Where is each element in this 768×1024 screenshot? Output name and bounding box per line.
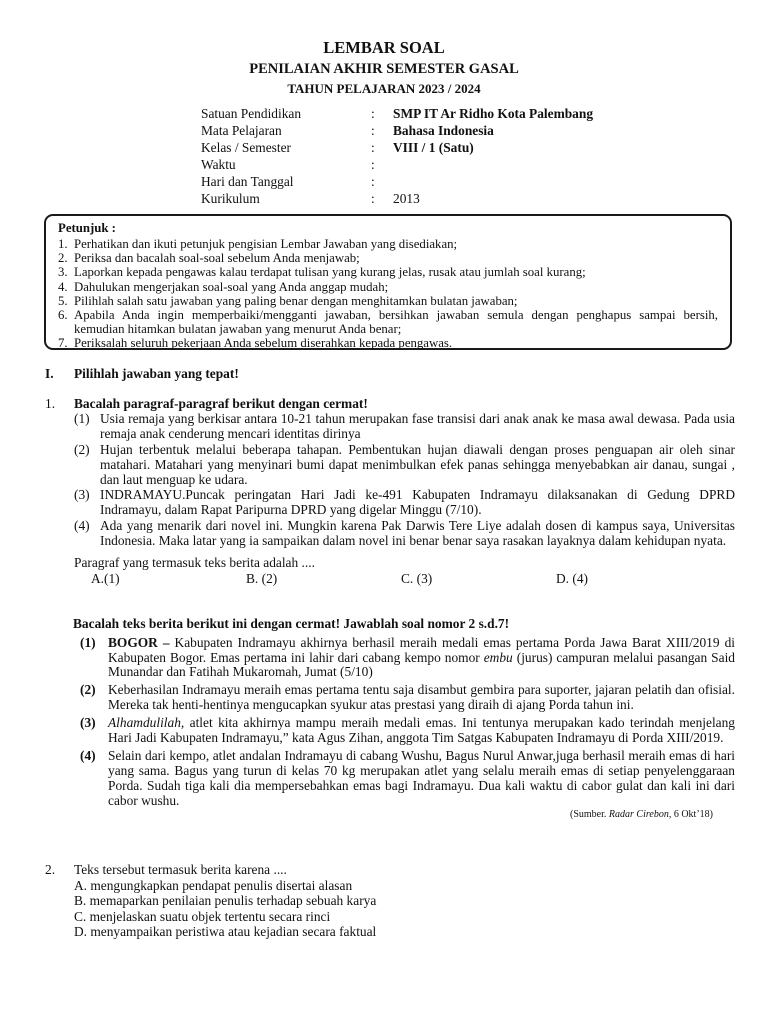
news-text: (jurus) campuran melalui pasangan Said Munandar dan Fatihah Mukaromah, Jumat (5/10): [108, 649, 735, 680]
info-label: Waktu: [201, 157, 236, 172]
answer-option[interactable]: C. (3): [401, 570, 433, 586]
paragraph-number: (1): [74, 411, 90, 427]
info-colon: :: [371, 157, 375, 172]
reading-instruction: Bacalah teks berita berikut ini dengan cermat! Jawablah soal nomor 2 s.d.7!: [73, 616, 510, 631]
info-value: SMP IT Ar Ridho Kota Palembang: [393, 106, 594, 121]
answer-option[interactable]: C. menjelaskan suatu objek tertentu secara rinci: [74, 908, 331, 924]
instruction-text: Dahulukan mengerjakan soal-soal yang Anda anggap mudah;: [74, 279, 389, 294]
news-source: [73, 809, 735, 821]
news-lead: BOGOR –: [108, 634, 170, 650]
question-instruction: Bacalah paragraf-paragraf berikut dengan cermat!: [74, 395, 368, 411]
page-title: LEMBAR SOAL: [323, 38, 445, 57]
instruction-number: 5.: [58, 293, 68, 308]
instruction-item: [58, 251, 718, 265]
info-row: [201, 156, 721, 173]
answer-option[interactable]: A. mengungkapkan pendapat penulis disertai alasan: [74, 877, 353, 893]
paragraph-item: [74, 411, 735, 441]
instruction-text: Perhatikan dan ikuti petunjuk pengisian Lembar Jawaban yang disediakan;: [74, 237, 458, 251]
news-italic: embu: [483, 649, 513, 665]
instruction-number: 1.: [58, 237, 68, 251]
info-label: Satuan Pendidikan: [201, 106, 302, 121]
news-text: Keberhasilan Indramayu meraih emas pertama tentu saja disambut gembira para suporter, jajaran pelatih dan ofisial. Mereka tak henti-hentinya mengucapkan syukur atas prestasi yang diraih di ajang Porda tahun ini.: [108, 682, 735, 713]
section-heading: [45, 366, 735, 382]
info-label: Mata Pelajaran: [201, 123, 282, 138]
instruction-number: 4.: [58, 279, 68, 294]
info-label: Kelas / Semester: [201, 140, 291, 155]
paragraph-item: [74, 518, 735, 548]
answer-options: [74, 571, 735, 587]
paragraph-number: (2): [74, 441, 90, 457]
info-value: 2013: [393, 191, 420, 206]
info-row: [201, 122, 721, 139]
answer-option[interactable]: B. (2): [246, 570, 278, 586]
info-colon: :: [371, 106, 375, 121]
answer-option[interactable]: B. memaparkan penilaian penulis terhadap sebuah karya: [74, 893, 377, 909]
news-italic: Alhamdulilah,: [108, 715, 185, 731]
instruction-item: [58, 308, 718, 336]
info-value: VIII / 1 (Satu): [393, 140, 474, 155]
news-text: Selain dari kempo, atlet andalan Indramayu di cabang Wushu, Bagus Nurul Anwar,juga berhasil meraih emas di hari yang sama. Bagus yang turun di kelas 70 kg merupakan atlet yang selalu meraih emas di setiap penyelenggaraan Porda. Sudah tiga kali dia mempersebahkan emas bagi Indramayu. Dua kali waktu di cabor gulat dan kali ini dari cabor wushu.: [108, 747, 735, 808]
question-number: 2.: [45, 862, 56, 877]
news-number: (4): [80, 747, 96, 763]
source-prefix: (Sumber.: [570, 808, 609, 820]
info-colon: :: [371, 123, 375, 138]
instruction-text: Periksalah seluruh pekerjaan Anda sebelum diserahkan kepada pengawas.: [74, 336, 453, 351]
info-colon: :: [371, 140, 375, 155]
news-number: (1): [80, 634, 96, 650]
instruction-item: [58, 280, 718, 294]
paragraph-number: (4): [74, 517, 90, 533]
section-one: [45, 366, 735, 586]
question-text: Paragraf yang termasuk teks berita adalah ....: [74, 555, 315, 571]
question-text: Teks tersebut termasuk berita karena ....: [74, 862, 287, 877]
news-text: atlet kita akhirnya mampu meraih medali emas. Ini tentunya merupakan kado terindah menjelang Hari Jadi Kabupaten Indramayu,” kata Agus Zihan, anggota Tim Satgas Kabupaten Indramayu di Porda XIII/2019.: [108, 715, 735, 746]
info-row: [201, 173, 721, 190]
source-date: , 6 Okt’18): [668, 808, 713, 820]
news-number: (2): [80, 682, 96, 698]
page-subtitle: PENILAIAN AKHIR SEMESTER GASAL: [249, 61, 519, 77]
reading-section: [73, 616, 735, 821]
section-number: I.: [45, 366, 54, 381]
info-row: [201, 139, 721, 156]
instructions-title: Petunjuk :: [58, 221, 116, 235]
news-item: [73, 636, 735, 681]
instruction-text: Laporkan kepada pengawas kalau terdapat tulisan yang kurang jelas, rusak atau jumlah soal kurang;: [74, 265, 586, 280]
answer-option[interactable]: A.(1): [91, 570, 120, 586]
instruction-number: 3.: [58, 265, 68, 280]
news-item: [73, 683, 735, 713]
instruction-text: Pilihlah salah satu jawaban yang paling benar dengan menghitamkan bulatan jawaban;: [74, 293, 518, 308]
news-number: (3): [80, 715, 96, 731]
instruction-text: Periksa dan bacalah soal-soal sebelum Anda menjawab;: [74, 251, 360, 266]
info-label: Hari dan Tanggal: [201, 174, 294, 189]
info-row: [201, 105, 721, 122]
instruction-number: 6.: [58, 308, 68, 323]
instruction-item: [58, 265, 718, 279]
paragraph-item: [74, 442, 735, 488]
paragraph-number: (3): [74, 487, 90, 503]
info-row: [201, 190, 721, 207]
instruction-text: Apabila Anda ingin memperbaiki/mengganti jawaban, bersihkan jawaban semula dengan penghapus sampai bersih, kemudian hitamkan bulatan jawaban yang menurut Anda benar;: [74, 308, 718, 337]
source-publication: Radar Cirebon: [608, 808, 669, 820]
answer-option[interactable]: D. menyampaikan peristiwa atau kejadian secara faktual: [74, 924, 377, 940]
instruction-number: 7.: [58, 336, 68, 351]
news-item: [73, 749, 735, 809]
paragraph-item: [74, 487, 735, 517]
info-label: Kurikulum: [201, 191, 260, 206]
instruction-item: [58, 237, 718, 251]
info-colon: :: [371, 191, 375, 206]
question-1: [45, 396, 735, 587]
question-2: [45, 862, 735, 940]
paragraph-text: Hujan terbentuk melalui beberapa tahapan. Pembentukan hujan diawali dengan proses penguapan air oleh sinar matahari. Matahari yang menyinari bumi dapat menimbulkan efek panas sehingga menyebabkan air danau, sungai , dan laut menguap ke udara.: [100, 441, 735, 487]
paragraph-text: Ada yang menarik dari novel ini. Mungkin karena Pak Darwis Tere Liye adalah dosen di kampus saya, Universitas Indonesia. Maka latar yang ia sampaikan dalam novel ini benar benar saya rasakan layaknya dalam kehidupan nyata.: [100, 517, 735, 548]
question-number: 1.: [45, 395, 56, 411]
news-item: [73, 716, 735, 746]
info-colon: :: [371, 174, 375, 189]
academic-year: TAHUN PELAJARAN 2023 / 2024: [287, 81, 481, 96]
header: [0, 38, 768, 98]
instruction-item: [58, 294, 718, 308]
instruction-item: [58, 336, 718, 350]
info-table: [201, 105, 721, 207]
instruction-number: 2.: [58, 251, 68, 266]
news-text: Kabupaten Indramayu akhirnya berhasil meraih medali emas pertama Porda Jawa Barat XIII/2019 di Kabupaten Bogor. Emas pertama ini lahir dari cabang kempo nomor: [108, 634, 735, 665]
instructions-box: [44, 214, 732, 350]
section-title: Pilihlah jawaban yang tepat!: [74, 366, 239, 381]
paragraph-text: Usia remaja yang berkisar antara 10-21 tahun merupakan fase transisi dari anak anak ke masa awal dewasa. Pada usia remaja anak cenderung mencari identitas dirinya: [100, 411, 735, 442]
paragraph-text: INDRAMAYU.Puncak peringatan Hari Jadi ke-491 Kabupaten Indramayu dilaksanakan di Gedung DPRD Indramayu, dalam Rapat Paripurna DPRD yang digelar Minggu (7/10).: [100, 487, 735, 518]
answer-option[interactable]: D. (4): [556, 570, 588, 586]
info-value: Bahasa Indonesia: [393, 123, 494, 138]
